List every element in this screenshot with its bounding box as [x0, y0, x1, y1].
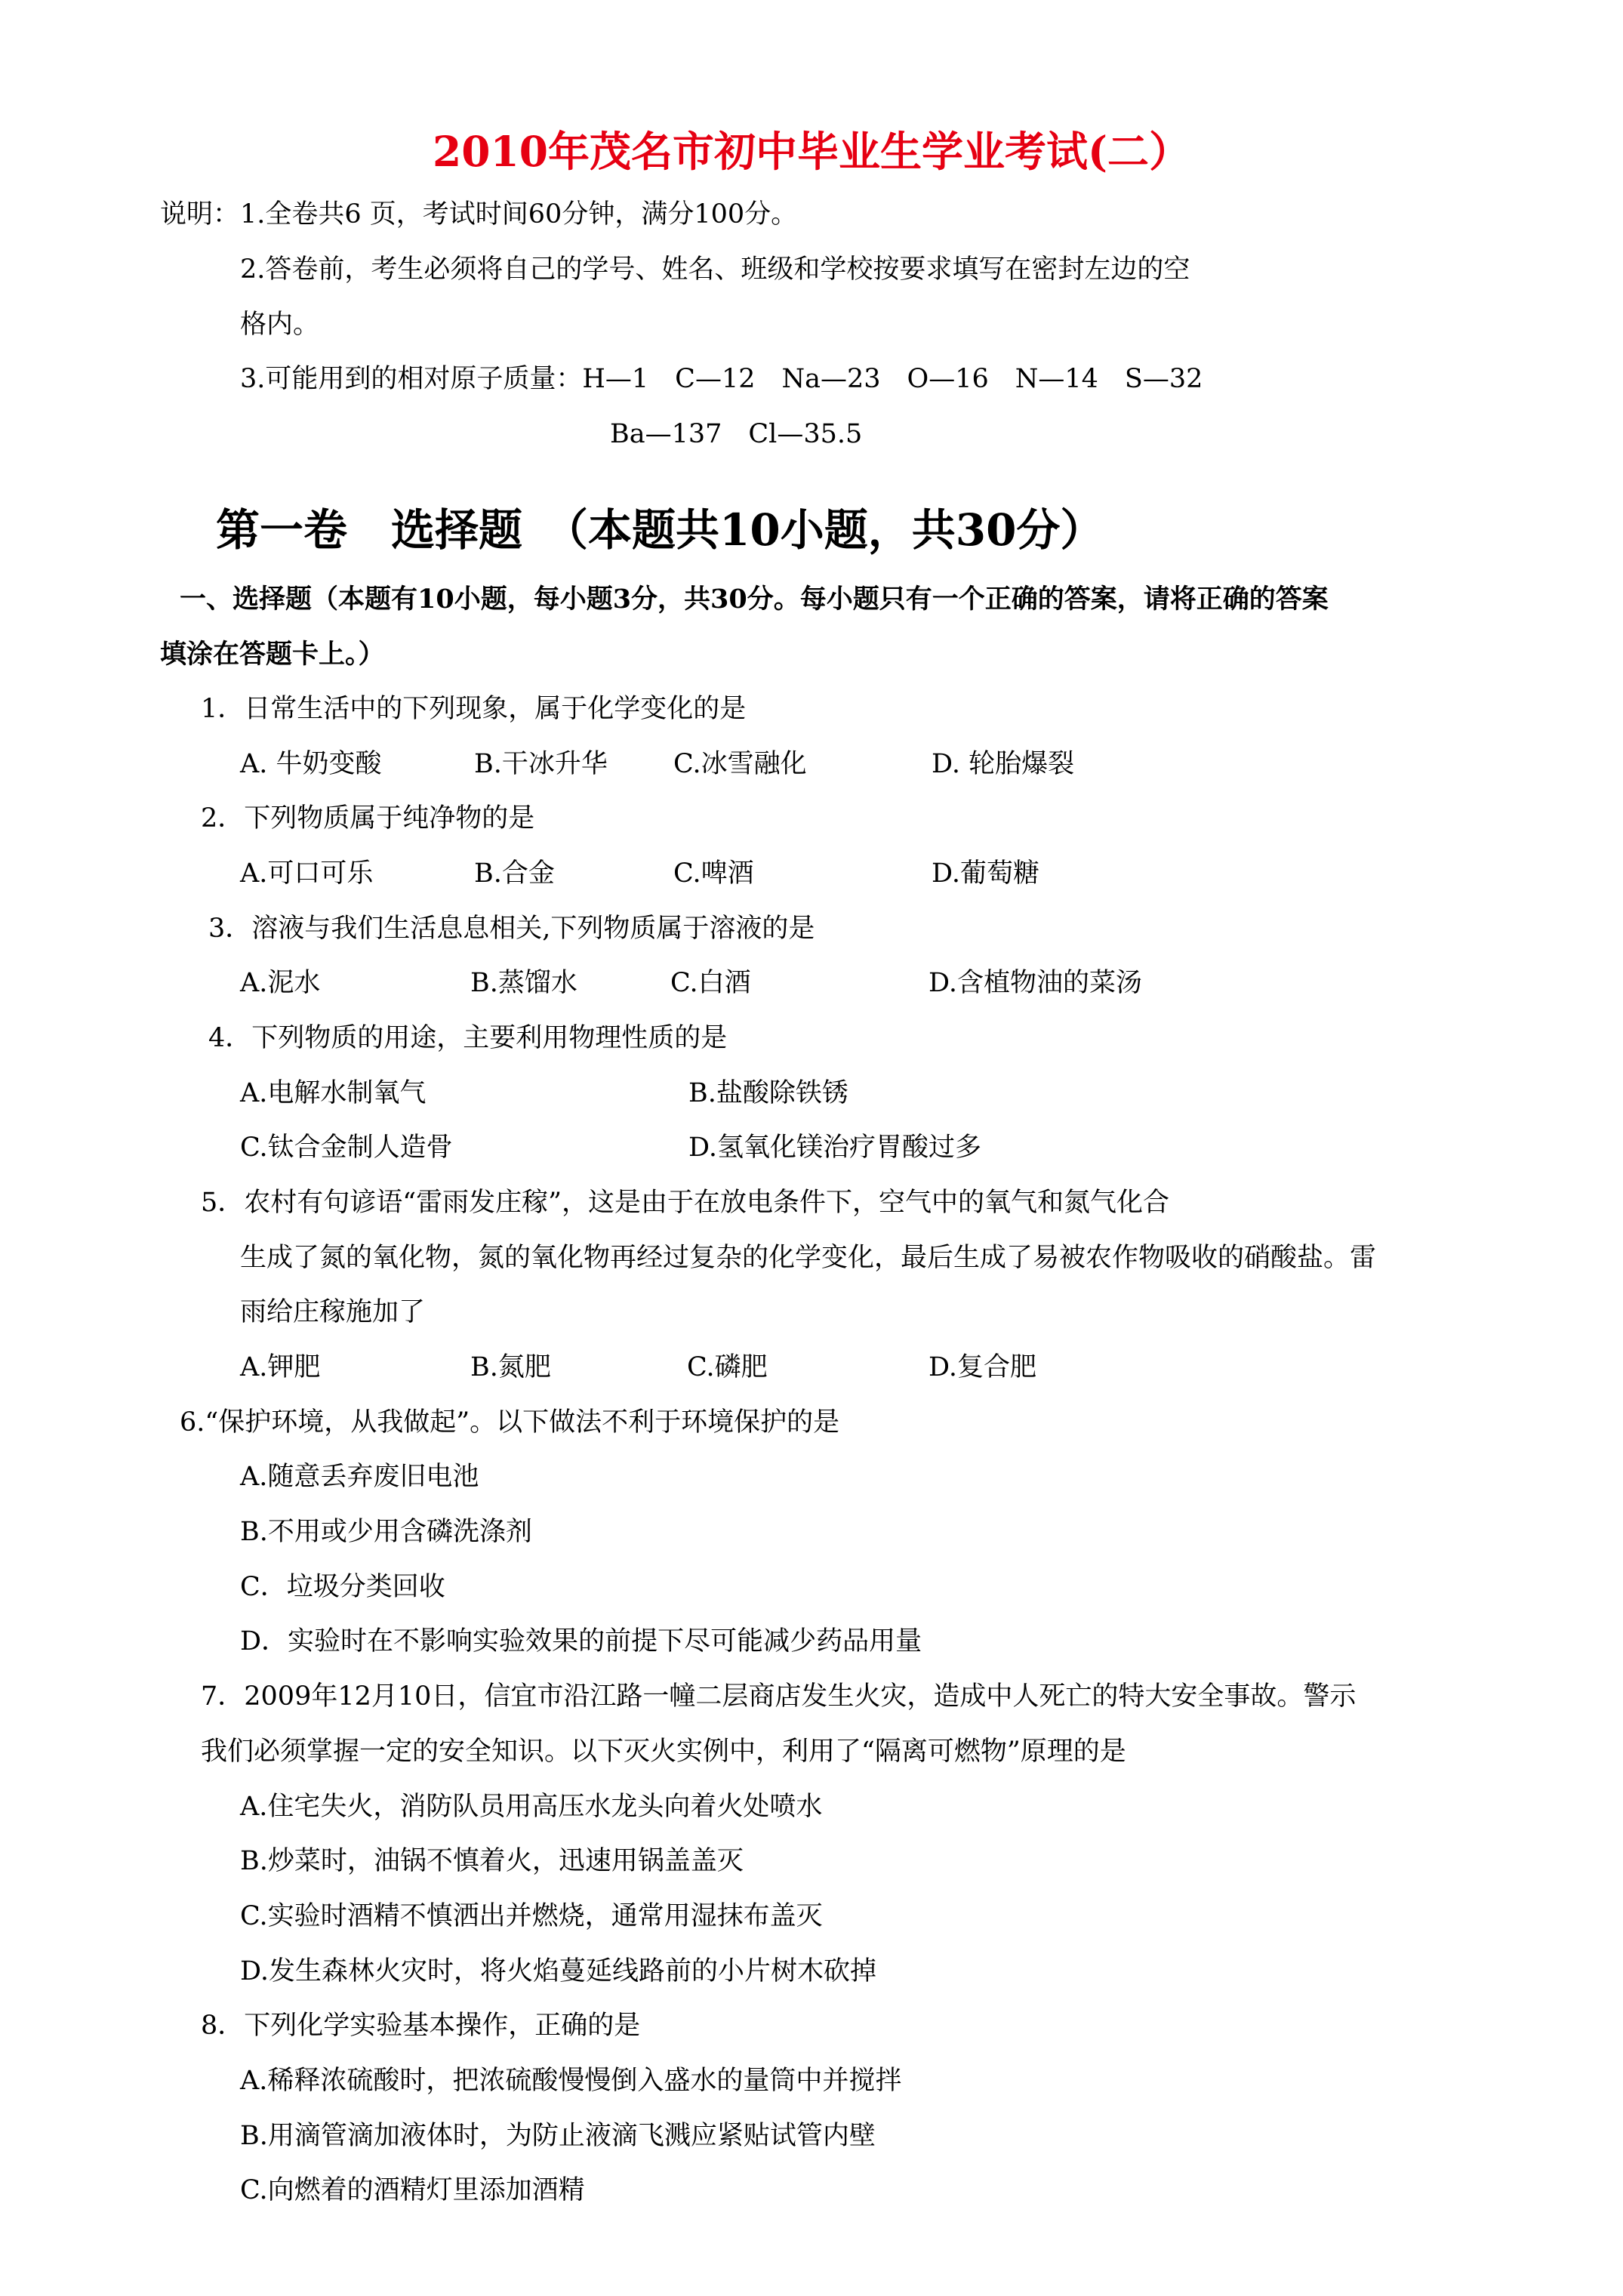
question-2-stem: 2．下列物质属于纯净物的是 [201, 803, 535, 834]
question-4-option-a: A.电解水制氧气 [240, 1078, 427, 1108]
question-4-option-c: C.钛合金制人造骨 [240, 1133, 453, 1163]
question-6-option-c: C．垃圾分类回收 [240, 1572, 445, 1602]
question-2-option-d: D.葡萄糖 [932, 858, 1039, 889]
question-3-option-b: B.蒸馏水 [470, 968, 577, 998]
question-5-stem-line-1: 5．农村有句谚语“雷雨发庄稼”，这是由于在放电条件下，空气中的氧气和氮气化合 [201, 1188, 1170, 1218]
question-4-stem: 4．下列物质的用途，主要利用物理性质的是 [208, 1023, 728, 1053]
question-6-option-a: A.随意丢弃废旧电池 [240, 1462, 479, 1492]
question-1-option-d: D. 轮胎爆裂 [932, 749, 1075, 779]
instruction-line-1: 一、选择题（本题有10小题，每小题3分，共30分。每小题只有一个正确的答案，请将正确的答案 [180, 584, 1329, 615]
section-title: 第一卷 选择题 （本题共10小题，共30分） [216, 504, 1104, 556]
question-1-option-a: A. 牛奶变酸 [240, 749, 382, 779]
question-4-option-b: B.盐酸除铁锈 [688, 1078, 848, 1108]
question-3-stem: 3．溶液与我们生活息息相关,下列物质属于溶液的是 [208, 914, 815, 944]
question-8-option-a: A.稀释浓硫酸时，把浓硫酸慢慢倒入盛水的量筒中并搅拌 [240, 2066, 902, 2096]
question-3-option-d: D.含植物油的菜汤 [929, 968, 1142, 998]
question-7-option-a: A.住宅失火，消防队员用高压水龙头向着火处喷水 [240, 1792, 823, 1822]
question-7-option-c: C.实验时酒精不慎洒出并燃烧，通常用湿抹布盖灭 [240, 1901, 823, 1931]
question-1-stem: 1．日常生活中的下列现象，属于化学变化的是 [201, 694, 747, 724]
question-5-option-b: B.氮肥 [470, 1352, 551, 1382]
question-6-option-d: D．实验时在不影响实验效果的前提下尽可能减少药品用量 [240, 1626, 922, 1657]
note-3-line-1: 3.可能用到的相对原子质量：H—1 C—12 Na—23 O—16 N—14 S—32 [240, 364, 1203, 394]
note-2-line-1: 2.答卷前，考生必须将自己的学号、姓名、班级和学校按要求填写在密封左边的空 [240, 254, 1190, 285]
question-7-stem-line-2: 我们必须掌握一定的安全知识。以下灭火实例中，利用了“隔离可燃物”原理的是 [201, 1737, 1126, 1767]
exam-title: 2010年茂名市初中毕业生学业考试(二） [432, 127, 1191, 176]
note-2-line-2: 格内。 [240, 310, 320, 340]
question-8-stem: 8．下列化学实验基本操作，正确的是 [201, 2011, 641, 2041]
question-5-option-a: A.钾肥 [240, 1352, 321, 1382]
question-5-option-c: C.磷肥 [687, 1352, 768, 1382]
question-7-option-d: D.发生森林火灾时，将火焰蔓延线路前的小片树木砍掉 [240, 1956, 876, 1986]
instruction-line-2: 填涂在答题卡上。） [160, 639, 385, 670]
question-5-option-d: D.复合肥 [929, 1352, 1036, 1382]
question-2-option-c: C.啤酒 [673, 858, 754, 889]
question-5-stem-line-2: 生成了氮的氧化物，氮的氧化物再经过复杂的化学变化，最后生成了易被农作物吸收的硝酸盐。雷 [240, 1243, 1377, 1273]
question-7-option-b: B.炒菜时，油锅不慎着火，迅速用锅盖盖灭 [240, 1846, 744, 1876]
question-6-option-b: B.不用或少用含磷洗涤剂 [240, 1517, 532, 1547]
question-3-option-c: C.白酒 [670, 968, 751, 998]
question-8-option-c: C.向燃着的酒精灯里添加酒精 [240, 2175, 585, 2205]
question-2-option-b: B.合金 [474, 858, 555, 889]
question-4-option-d: D.氢氧化镁治疗胃酸过多 [688, 1133, 981, 1163]
question-7-stem-line-1: 7．2009年12月10日，信宜市沿江路一幢二层商店发生火灾，造成中人死亡的特大安全事故。警示 [201, 1681, 1357, 1712]
question-5-stem-line-3: 雨给庄稼施加了 [240, 1297, 426, 1327]
question-1-option-c: C.冰雪融化 [673, 749, 807, 779]
question-6-stem: 6.“保护环境，从我做起”。以下做法不利于环境保护的是 [180, 1407, 840, 1438]
question-8-option-b: B.用滴管滴加液体时，为防止液滴飞溅应紧贴试管内壁 [240, 2121, 876, 2151]
question-1-option-b: B.干冰升华 [474, 749, 608, 779]
notes-label: 说明： [160, 199, 240, 230]
note-3-line-2: Ba—137 Cl—35.5 [610, 419, 863, 449]
note-1: 1.全卷共6 页，考试时间60分钟，满分100分。 [240, 199, 798, 230]
question-2-option-a: A.可口可乐 [240, 858, 374, 889]
question-3-option-a: A.泥水 [240, 968, 321, 998]
